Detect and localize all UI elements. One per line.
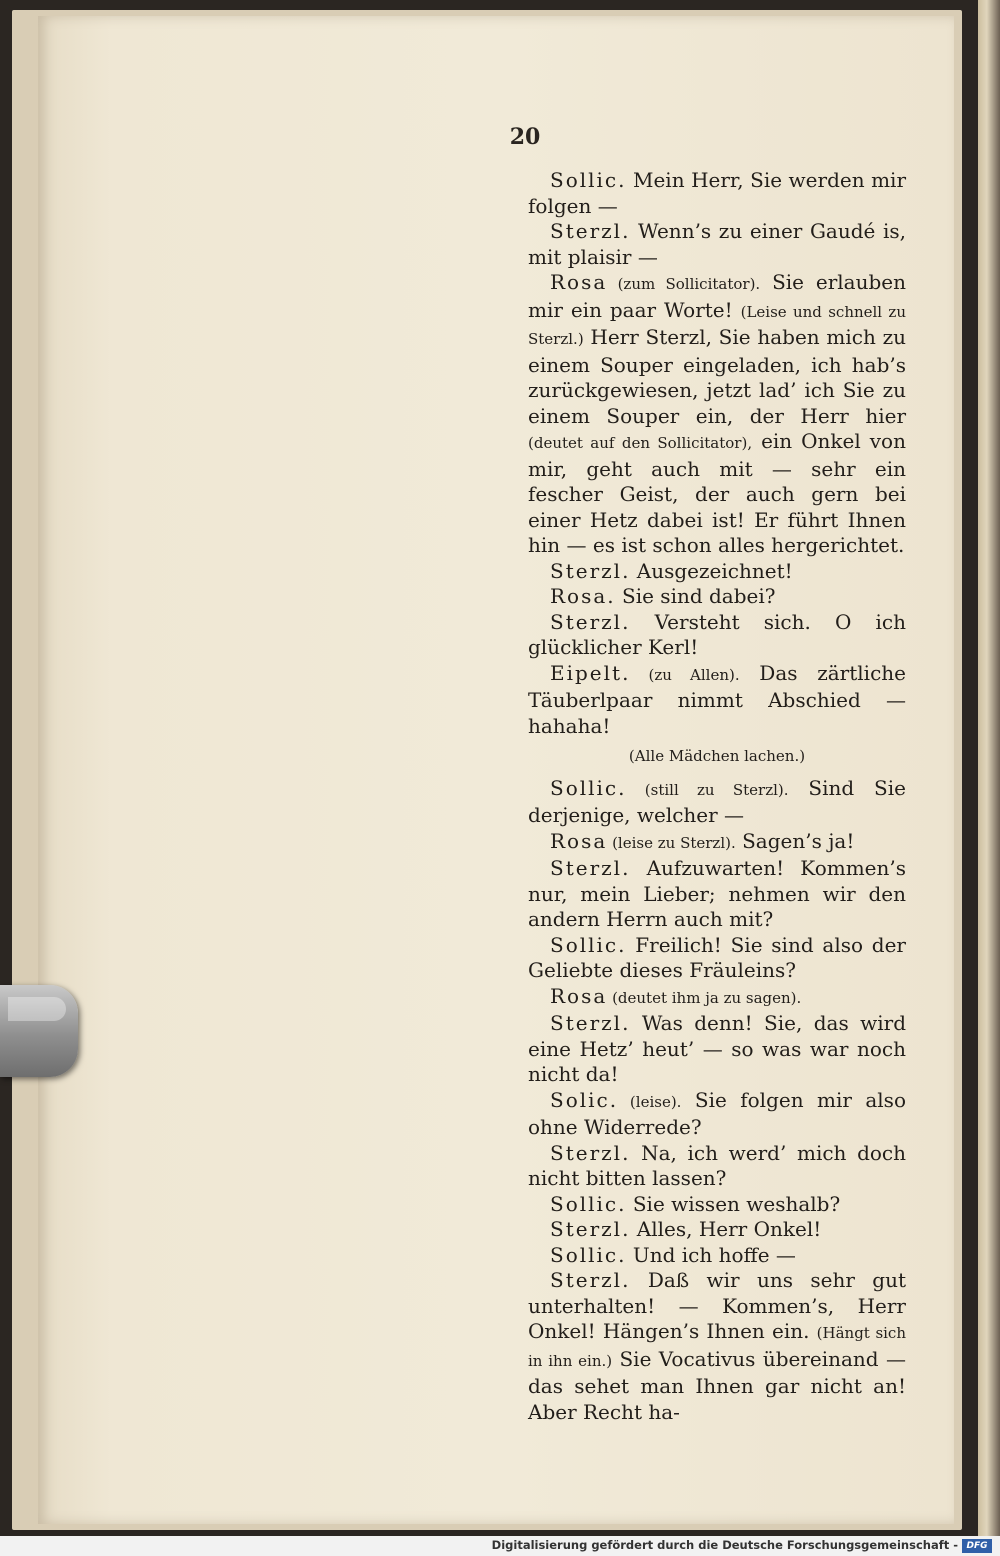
speaker-name: Solic. (550, 1087, 619, 1112)
speaker-name: Sterzl. (550, 558, 631, 583)
speaker-name: Sterzl. (550, 219, 631, 243)
dialogue-text: Sind Sie derjenige, welcher — (528, 775, 906, 827)
dialogue-paragraph (528, 661, 906, 740)
page-turn-tab[interactable] (0, 985, 78, 1077)
speaker-name: Sterzl. (550, 609, 631, 634)
dialogue-text: Sie Vocativus übereinand — das sehet man Ihnen gar nicht an! Aber Recht ha- (528, 1346, 906, 1424)
dialogue-paragraph (528, 1141, 906, 1192)
dialogue-text: Das zärtliche Täuberlpaar nimmt Abschied — hahaha! (528, 660, 906, 738)
stage-direction: (leise zu Sterzl). (607, 833, 736, 852)
speaker-name: Rosa (550, 828, 608, 853)
page-edge (978, 0, 1000, 1540)
stage-direction: (Alle Mädchen lachen.) (628, 747, 806, 765)
dialogue-paragraph (528, 776, 906, 829)
dialogue-text: Mein Herr, Sie werden mir folgen — (528, 168, 906, 218)
dialogue-paragraph (528, 559, 906, 585)
dialogue-text: Ausgezeichnet! (630, 558, 793, 583)
dialogue-text: Und ich hoffe — (626, 1242, 796, 1267)
page-number: 20 (509, 124, 541, 150)
stage-direction: (zum Sollicitator). (607, 275, 761, 293)
dialogue-text: Versteht sich. O ich glücklicher Kerl! (528, 609, 906, 659)
dialogue-text: ein Onkel von mir, geht auch mit — sehr ein fescher Geist, der auch gern bei einer Hetz dabei ist! Er führt Ihnen hin — es ist schon alles hergerichtet. (528, 429, 906, 557)
stage-direction: (deutet ihm ja zu sagen). (607, 988, 802, 1007)
dialogue-paragraph (528, 984, 906, 1012)
speaker-name: Eipelt. (550, 660, 631, 685)
speaker-name: Sollic. (550, 775, 627, 800)
speaker-name: Sterzl. (550, 1268, 631, 1292)
dialogue-paragraph (528, 1217, 906, 1243)
dialogue-paragraph (528, 270, 906, 559)
dialogue-paragraph (528, 829, 906, 857)
dialogue-text: Was denn! Sie, das wird eine Hetz’ heut’ — so was war noch nicht da! (528, 1011, 906, 1086)
speaker-name: Sterzl. (550, 1011, 631, 1035)
dialogue-text: Alles, Herr Onkel! (630, 1217, 822, 1241)
dialogue-text: Sie wissen weshalb? (626, 1191, 841, 1216)
speaker-name: Sollic. (550, 932, 627, 957)
dialogue-text: Aufzuwarten! Kommen’s nur, mein Lieber; nehmen wir den andern Herrn auch mit? (528, 856, 906, 931)
dialogue-text: Daß wir uns sehr gut unterhalten! — Kommen’s, Herr Onkel! Hängen’s Ihnen ein. (528, 1268, 906, 1343)
dialogue-paragraph (528, 933, 906, 984)
dialogue-paragraph (528, 1088, 906, 1141)
speaker-name: Sollic. (550, 1191, 627, 1216)
dfg-logo: DFG (962, 1539, 992, 1553)
speaker-name: Sterzl. (550, 1140, 631, 1165)
dialogue-text: Na, ich werd’ mich doch nicht bitten lassen? (528, 1140, 906, 1190)
footer-bar (0, 1536, 1000, 1556)
speaker-name: Rosa. (550, 584, 616, 608)
text-column (528, 168, 906, 1425)
dialogue-text: Sagen’s ja! (735, 828, 855, 853)
speaker-name: Sollic. (550, 168, 627, 192)
dialogue-text: Sie sind dabei? (615, 584, 776, 608)
stage-direction: (Hängt sich in ihn ein.) (528, 1324, 906, 1370)
dialogue-paragraph (528, 610, 906, 661)
dialogue-paragraph (528, 219, 906, 270)
dialogue-text: Herr Sterzl, Sie haben mich zu einem Souper eingeladen, ich hab’s zurückgewiesen, jetzt lad’ ich Sie zu einem Souper ein, der Herr hier (528, 325, 906, 428)
dialogue-paragraph (528, 584, 906, 610)
stage-direction: (Leise und schnell zu Sterzl.) (528, 302, 906, 348)
dialogue-paragraph (528, 743, 906, 770)
dialogue-paragraph (528, 1192, 906, 1218)
dialogue-paragraph (528, 1011, 906, 1088)
stage-direction: (still zu Sterzl). (626, 780, 789, 799)
dialogue-paragraph (528, 856, 906, 933)
dialogue-text: Sie erlauben mir ein paar Worte! (528, 270, 906, 322)
speaker-name: Sterzl. (550, 856, 631, 880)
speaker-name: Rosa (550, 983, 608, 1008)
dialogue-paragraph (528, 1243, 906, 1269)
funding-notice: Digitalisierung gefördert durch die Deutsche Forschungsgemeinschaft - (491, 1538, 958, 1552)
stage-direction: (leise). (618, 1092, 682, 1111)
dialogue-text: Wenn’s zu einer Gaudé is, mit plaisir — (528, 219, 906, 269)
speaker-name: Sollic. (550, 1242, 627, 1267)
speaker-name: Sterzl. (550, 1217, 631, 1241)
dialogue-paragraph (528, 1268, 906, 1425)
dialogue-paragraph (528, 168, 906, 219)
speaker-name: Rosa (550, 270, 608, 294)
dialogue-text: Sie folgen mir also ohne Widerrede? (528, 1087, 906, 1139)
stage-direction: (zu Allen). (630, 665, 740, 684)
dialogue-text: Freilich! Sie sind also der Geliebte dieses Fräuleins? (528, 932, 906, 982)
stage-direction: (deutet auf den Sollicitator), (528, 434, 753, 452)
